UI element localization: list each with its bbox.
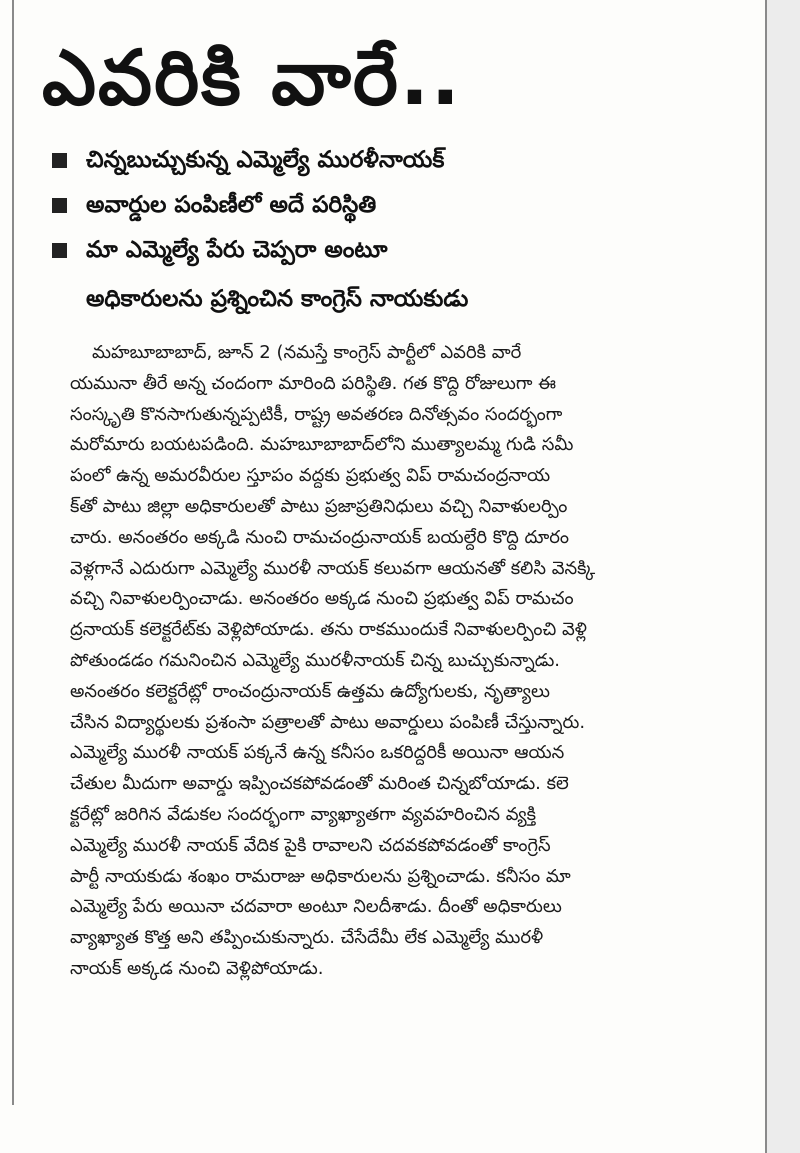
body-line: చేసిన విద్యార్థులకు ప్రశంసా పత్రాలతో పాటు అవార్డులు పంపిణీ చేస్తున్నారు. bbox=[70, 711, 586, 733]
subheading-text: చిన్నబుచ్చుకున్న ఎమ్మెల్యే మురళీనాయక్ bbox=[86, 147, 445, 173]
body-line: ఎమ్మెల్యే మురళీ నాయక్ వేదిక పైకి రావాలని చదవకపోవడంతో కాంగ్రెస్ bbox=[70, 834, 551, 856]
subheading-text: అవార్డుల పంపిణీలో అదే పరిస్థితి bbox=[86, 192, 377, 218]
body-line: వెళ్లగానే ఎదురుగా ఎమ్మెల్యే మురళీ నాయక్ కలువగా ఆయనతో కలిసి వెనక్కి bbox=[70, 557, 596, 579]
body-line: చేతుల మీదుగా అవార్డు ఇప్పించకపోవడంతో మరింత చిన్నబోయాడు. కలె bbox=[70, 773, 569, 795]
body-line: సంస్కృతి కొనసాగుతున్నప్పటికీ, రాష్ట్ర అవతరణ దినోత్సవం సందర్భంగా bbox=[70, 403, 563, 425]
square-bullet-icon bbox=[52, 243, 67, 258]
body-line: ఎమ్మెల్యే మురళీ నాయక్ పక్కనే ఉన్న కనీసం ఒకరిద్దరికీ అయినా ఆయన bbox=[70, 742, 565, 764]
left-column-rule bbox=[12, 0, 14, 1105]
square-bullet-icon bbox=[52, 198, 67, 213]
body-line: ఎమ్మెల్యే పేరు అయినా చదవారా అంటూ నిలదీశాడు. దీంతో అధికారులు bbox=[70, 896, 562, 918]
body-line: మహబూబాబాద్, జూన్ 2 (నమస్తే కాంగ్రెస్ పార్టీలో ఎవరికి వారే bbox=[92, 342, 522, 363]
subheading-item bbox=[48, 138, 748, 183]
subheading-text: మా ఎమ్మెల్యే పేరు చెప్పరా అంటూ bbox=[86, 237, 388, 263]
article-body bbox=[70, 338, 752, 985]
body-line: వచ్చి నివాళులర్పించాడు. అనంతరం అక్కడ నుంచి ప్రభుత్వ విప్ రామచం bbox=[70, 588, 574, 610]
right-page-margin bbox=[767, 0, 800, 1153]
article-headline: ఎవరికి వారే.. bbox=[42, 33, 462, 122]
body-line: పోతుండడం గమనించిన ఎమ్మెల్యే మురళీనాయక్ చిన్న బుచ్చుకున్నాడు. bbox=[70, 649, 561, 671]
subheading-text: అధికారులను ప్రశ్నించిన కాంగ్రెస్ నాయకుడు bbox=[86, 286, 469, 312]
body-line: క్టరేట్లో జరిగిన వేడుకల సందర్భంగా వ్యాఖ్యాతగా వ్యవహరించిన వ్యక్తి bbox=[70, 803, 537, 825]
body-line: యమునా తీరే అన్న చందంగా మారింది పరిస్థితి. గత కొద్ది రోజులుగా ఈ bbox=[70, 372, 557, 394]
body-line: పార్టీ నాయకుడు శంఖం రామరాజు అధికారులను ప్రశ్నించాడు. కనీసం మా bbox=[70, 865, 571, 887]
subheading-list bbox=[48, 138, 748, 325]
subheading-item bbox=[48, 183, 748, 228]
body-line: నాయక్ అక్కడ నుంచి వెళ్లిపోయాడు. bbox=[70, 957, 324, 979]
body-line: అనంతరం కలెక్టరేట్లో రాంచంద్రునాయక్ ఉత్తమ ఉద్యోగులకు, నృత్యాలు bbox=[70, 680, 550, 702]
subheading-item bbox=[48, 228, 748, 273]
subheading-continuation bbox=[48, 273, 748, 325]
body-line: పంలో ఉన్న అమరవీరుల స్తూపం వద్దకు ప్రభుత్వ విప్ రామచంద్రనాయ bbox=[70, 465, 551, 487]
square-bullet-icon bbox=[52, 153, 67, 168]
body-line: వ్యాఖ్యాత కొత్త అని తప్పించుకున్నారు. చేసేదేమీ లేక ఎమ్మెల్యే మురళీ bbox=[70, 927, 544, 949]
body-line: మరోమారు బయటపడింది. మహబూబాబాద్‌లోని ముత్యాలమ్మ గుడి సమీ bbox=[70, 434, 574, 456]
body-line: ద్రనాయక్ కలెక్టరేట్‌కు వెళ్లిపోయాడు. తను రాకముందుకే నివాళులర్పించి వెళ్లి bbox=[70, 619, 587, 641]
body-line: క్‌తో పాటు జిల్లా అధికారులతో పాటు ప్రజాప్రతినిధులు వచ్చి నివాళులర్పిం bbox=[70, 495, 568, 517]
body-line: చారు. అనంతరం అక్కడి నుంచి రామచంద్రునాయక్ బయల్దేరి కొద్ది దూరం bbox=[70, 526, 570, 548]
